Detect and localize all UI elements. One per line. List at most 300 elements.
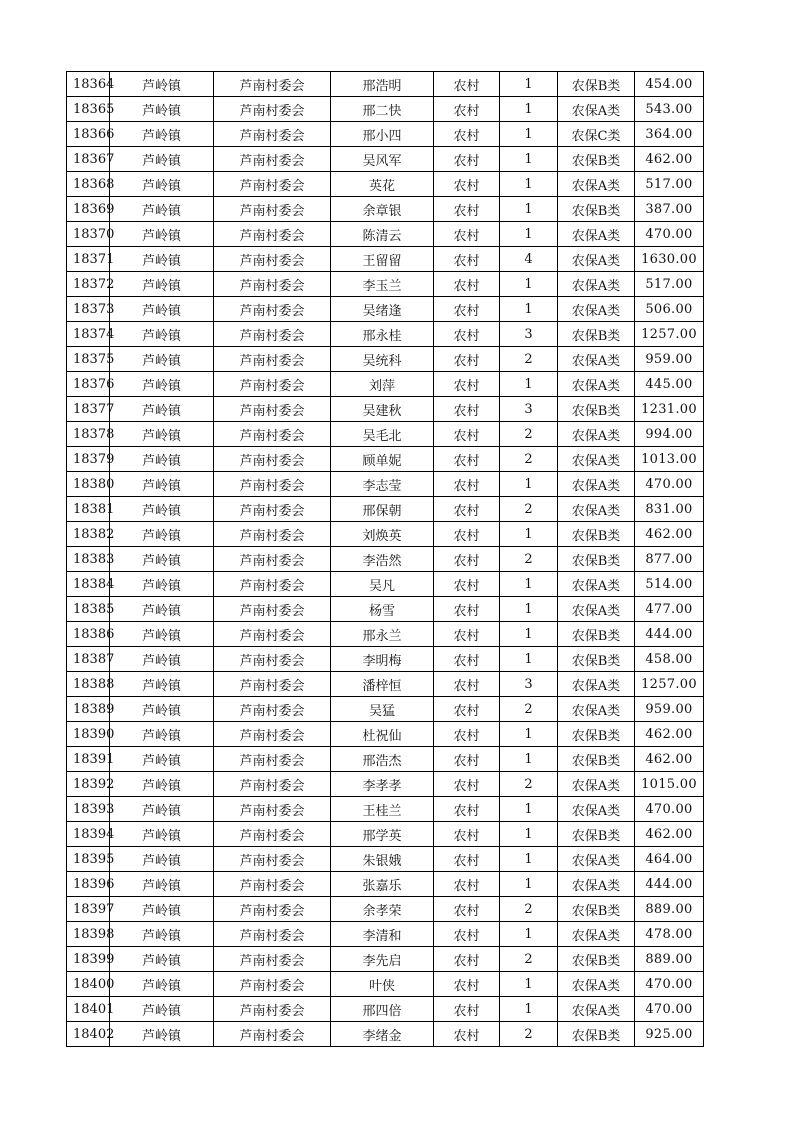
amount-cell: 470.00 xyxy=(635,997,704,1022)
record-id-cell: 18375 xyxy=(67,347,110,372)
amount-cell: 462.00 xyxy=(635,822,704,847)
table-row xyxy=(67,847,704,872)
table-row xyxy=(67,297,704,322)
village-committee-cell: 芦南村委会 xyxy=(214,122,331,147)
insurance-category-cell: 农保A类 xyxy=(558,222,635,247)
name-cell: 吴毛北 xyxy=(331,422,434,447)
record-id-cell: 18366 xyxy=(67,122,110,147)
amount-cell: 831.00 xyxy=(635,497,704,522)
name-cell: 张嘉乐 xyxy=(331,872,434,897)
household-type-cell: 农村 xyxy=(434,622,500,647)
insurance-category-cell: 农保A类 xyxy=(558,372,635,397)
name-cell: 潘梓恒 xyxy=(331,672,434,697)
name-cell: 余孝荣 xyxy=(331,897,434,922)
amount-cell: 470.00 xyxy=(635,472,704,497)
town-cell: 芦岭镇 xyxy=(110,822,214,847)
town-cell: 芦岭镇 xyxy=(110,297,214,322)
insurance-category-cell: 农保A类 xyxy=(558,247,635,272)
amount-cell: 470.00 xyxy=(635,972,704,997)
member-count-cell: 1 xyxy=(500,822,558,847)
member-count-cell: 2 xyxy=(500,422,558,447)
household-type-cell: 农村 xyxy=(434,847,500,872)
town-cell: 芦岭镇 xyxy=(110,847,214,872)
insurance-category-cell: 农保B类 xyxy=(558,522,635,547)
village-committee-cell: 芦南村委会 xyxy=(214,97,331,122)
table-row xyxy=(67,72,704,97)
household-type-cell: 农村 xyxy=(434,497,500,522)
record-id-cell: 18385 xyxy=(67,597,110,622)
village-committee-cell: 芦南村委会 xyxy=(214,897,331,922)
member-count-cell: 1 xyxy=(500,222,558,247)
member-count-cell: 1 xyxy=(500,622,558,647)
village-committee-cell: 芦南村委会 xyxy=(214,272,331,297)
amount-cell: 470.00 xyxy=(635,797,704,822)
town-cell: 芦岭镇 xyxy=(110,797,214,822)
name-cell: 李明梅 xyxy=(331,647,434,672)
member-count-cell: 1 xyxy=(500,97,558,122)
insurance-category-cell: 农保B类 xyxy=(558,547,635,572)
roster-body xyxy=(67,72,704,1047)
record-id-cell: 18397 xyxy=(67,897,110,922)
town-cell: 芦岭镇 xyxy=(110,722,214,747)
amount-cell: 462.00 xyxy=(635,147,704,172)
town-cell: 芦岭镇 xyxy=(110,997,214,1022)
table-row xyxy=(67,197,704,222)
household-type-cell: 农村 xyxy=(434,922,500,947)
town-cell: 芦岭镇 xyxy=(110,972,214,997)
name-cell: 吴凡 xyxy=(331,572,434,597)
table-row xyxy=(67,1022,704,1047)
household-type-cell: 农村 xyxy=(434,97,500,122)
amount-cell: 1257.00 xyxy=(635,672,704,697)
record-id-cell: 18364 xyxy=(67,72,110,97)
amount-cell: 514.00 xyxy=(635,572,704,597)
member-count-cell: 2 xyxy=(500,547,558,572)
insurance-category-cell: 农保A类 xyxy=(558,597,635,622)
household-type-cell: 农村 xyxy=(434,297,500,322)
household-type-cell: 农村 xyxy=(434,647,500,672)
town-cell: 芦岭镇 xyxy=(110,522,214,547)
amount-cell: 470.00 xyxy=(635,222,704,247)
name-cell: 陈清云 xyxy=(331,222,434,247)
member-count-cell: 1 xyxy=(500,297,558,322)
household-type-cell: 农村 xyxy=(434,1022,500,1047)
town-cell: 芦岭镇 xyxy=(110,672,214,697)
name-cell: 邢小四 xyxy=(331,122,434,147)
record-id-cell: 18387 xyxy=(67,647,110,672)
amount-cell: 387.00 xyxy=(635,197,704,222)
member-count-cell: 1 xyxy=(500,997,558,1022)
town-cell: 芦岭镇 xyxy=(110,697,214,722)
table-row xyxy=(67,147,704,172)
insurance-category-cell: 农保A类 xyxy=(558,847,635,872)
member-count-cell: 1 xyxy=(500,172,558,197)
amount-cell: 477.00 xyxy=(635,597,704,622)
member-count-cell: 2 xyxy=(500,947,558,972)
record-id-cell: 18400 xyxy=(67,972,110,997)
village-committee-cell: 芦南村委会 xyxy=(214,772,331,797)
member-count-cell: 2 xyxy=(500,497,558,522)
table-row xyxy=(67,797,704,822)
table-row xyxy=(67,572,704,597)
amount-cell: 959.00 xyxy=(635,347,704,372)
household-type-cell: 农村 xyxy=(434,172,500,197)
name-cell: 吴风军 xyxy=(331,147,434,172)
table-row xyxy=(67,872,704,897)
village-committee-cell: 芦南村委会 xyxy=(214,1022,331,1047)
name-cell: 吴建秋 xyxy=(331,397,434,422)
insurance-category-cell: 农保A类 xyxy=(558,672,635,697)
record-id-cell: 18396 xyxy=(67,872,110,897)
amount-cell: 889.00 xyxy=(635,947,704,972)
table-row xyxy=(67,972,704,997)
name-cell: 李清和 xyxy=(331,922,434,947)
table-row xyxy=(67,597,704,622)
table-row xyxy=(67,772,704,797)
record-id-cell: 18383 xyxy=(67,547,110,572)
household-type-cell: 农村 xyxy=(434,672,500,697)
village-committee-cell: 芦南村委会 xyxy=(214,647,331,672)
insurance-category-cell: 农保B类 xyxy=(558,947,635,972)
record-id-cell: 18378 xyxy=(67,422,110,447)
town-cell: 芦岭镇 xyxy=(110,647,214,672)
town-cell: 芦岭镇 xyxy=(110,1022,214,1047)
record-id-cell: 18393 xyxy=(67,797,110,822)
village-committee-cell: 芦南村委会 xyxy=(214,497,331,522)
record-id-cell: 18399 xyxy=(67,947,110,972)
insurance-category-cell: 农保A类 xyxy=(558,347,635,372)
record-id-cell: 18389 xyxy=(67,697,110,722)
member-count-cell: 1 xyxy=(500,797,558,822)
village-committee-cell: 芦南村委会 xyxy=(214,347,331,372)
name-cell: 杜祝仙 xyxy=(331,722,434,747)
village-committee-cell: 芦南村委会 xyxy=(214,922,331,947)
table-row xyxy=(67,397,704,422)
amount-cell: 462.00 xyxy=(635,522,704,547)
town-cell: 芦岭镇 xyxy=(110,922,214,947)
amount-cell: 444.00 xyxy=(635,622,704,647)
name-cell: 刘萍 xyxy=(331,372,434,397)
table-row xyxy=(67,697,704,722)
insurance-category-cell: 农保B类 xyxy=(558,647,635,672)
village-committee-cell: 芦南村委会 xyxy=(214,847,331,872)
household-type-cell: 农村 xyxy=(434,697,500,722)
table-row xyxy=(67,222,704,247)
name-cell: 杨雪 xyxy=(331,597,434,622)
table-row xyxy=(67,997,704,1022)
household-type-cell: 农村 xyxy=(434,472,500,497)
insurance-category-cell: 农保A类 xyxy=(558,697,635,722)
table-row xyxy=(67,422,704,447)
amount-cell: 462.00 xyxy=(635,747,704,772)
household-type-cell: 农村 xyxy=(434,347,500,372)
town-cell: 芦岭镇 xyxy=(110,122,214,147)
table-row xyxy=(67,322,704,347)
amount-cell: 543.00 xyxy=(635,97,704,122)
village-committee-cell: 芦南村委会 xyxy=(214,797,331,822)
household-type-cell: 农村 xyxy=(434,397,500,422)
record-id-cell: 18401 xyxy=(67,997,110,1022)
member-count-cell: 2 xyxy=(500,447,558,472)
insurance-category-cell: 农保A类 xyxy=(558,97,635,122)
household-type-cell: 农村 xyxy=(434,522,500,547)
household-type-cell: 农村 xyxy=(434,547,500,572)
amount-cell: 462.00 xyxy=(635,722,704,747)
town-cell: 芦岭镇 xyxy=(110,622,214,647)
insurance-category-cell: 农保B类 xyxy=(558,397,635,422)
amount-cell: 506.00 xyxy=(635,297,704,322)
member-count-cell: 2 xyxy=(500,347,558,372)
table-row xyxy=(67,447,704,472)
record-id-cell: 18379 xyxy=(67,447,110,472)
record-id-cell: 18395 xyxy=(67,847,110,872)
member-count-cell: 1 xyxy=(500,647,558,672)
table-row xyxy=(67,247,704,272)
household-type-cell: 农村 xyxy=(434,322,500,347)
household-type-cell: 农村 xyxy=(434,72,500,97)
name-cell: 李先启 xyxy=(331,947,434,972)
village-committee-cell: 芦南村委会 xyxy=(214,747,331,772)
name-cell: 吴猛 xyxy=(331,697,434,722)
table-row xyxy=(67,922,704,947)
table-row xyxy=(67,122,704,147)
household-type-cell: 农村 xyxy=(434,797,500,822)
amount-cell: 889.00 xyxy=(635,897,704,922)
insurance-category-cell: 农保A类 xyxy=(558,447,635,472)
amount-cell: 364.00 xyxy=(635,122,704,147)
town-cell: 芦岭镇 xyxy=(110,372,214,397)
insurance-category-cell: 农保A类 xyxy=(558,422,635,447)
amount-cell: 478.00 xyxy=(635,922,704,947)
table-row xyxy=(67,272,704,297)
insurance-category-cell: 农保A类 xyxy=(558,297,635,322)
insurance-category-cell: 农保A类 xyxy=(558,872,635,897)
amount-cell: 454.00 xyxy=(635,72,704,97)
member-count-cell: 1 xyxy=(500,572,558,597)
household-type-cell: 农村 xyxy=(434,572,500,597)
table-row xyxy=(67,947,704,972)
village-committee-cell: 芦南村委会 xyxy=(214,172,331,197)
insurance-category-cell: 农保B类 xyxy=(558,897,635,922)
village-committee-cell: 芦南村委会 xyxy=(214,422,331,447)
record-id-cell: 18372 xyxy=(67,272,110,297)
name-cell: 英花 xyxy=(331,172,434,197)
name-cell: 王留留 xyxy=(331,247,434,272)
table-row xyxy=(67,622,704,647)
village-committee-cell: 芦南村委会 xyxy=(214,997,331,1022)
town-cell: 芦岭镇 xyxy=(110,272,214,297)
household-type-cell: 农村 xyxy=(434,372,500,397)
insurance-category-cell: 农保A类 xyxy=(558,922,635,947)
village-committee-cell: 芦南村委会 xyxy=(214,622,331,647)
insurance-category-cell: 农保A类 xyxy=(558,797,635,822)
member-count-cell: 1 xyxy=(500,747,558,772)
insurance-category-cell: 农保B类 xyxy=(558,622,635,647)
insurance-category-cell: 农保C类 xyxy=(558,122,635,147)
insurance-category-cell: 农保B类 xyxy=(558,822,635,847)
village-committee-cell: 芦南村委会 xyxy=(214,872,331,897)
amount-cell: 517.00 xyxy=(635,272,704,297)
table-row xyxy=(67,822,704,847)
village-committee-cell: 芦南村委会 xyxy=(214,197,331,222)
household-type-cell: 农村 xyxy=(434,972,500,997)
village-committee-cell: 芦南村委会 xyxy=(214,722,331,747)
record-id-cell: 18382 xyxy=(67,522,110,547)
record-id-cell: 18391 xyxy=(67,747,110,772)
household-type-cell: 农村 xyxy=(434,222,500,247)
table-row xyxy=(67,547,704,572)
name-cell: 邢永兰 xyxy=(331,622,434,647)
household-type-cell: 农村 xyxy=(434,997,500,1022)
name-cell: 邢浩明 xyxy=(331,72,434,97)
village-committee-cell: 芦南村委会 xyxy=(214,247,331,272)
table-row xyxy=(67,497,704,522)
village-committee-cell: 芦南村委会 xyxy=(214,522,331,547)
record-id-cell: 18376 xyxy=(67,372,110,397)
name-cell: 余章银 xyxy=(331,197,434,222)
name-cell: 朱银娥 xyxy=(331,847,434,872)
village-committee-cell: 芦南村委会 xyxy=(214,547,331,572)
town-cell: 芦岭镇 xyxy=(110,897,214,922)
household-type-cell: 农村 xyxy=(434,447,500,472)
member-count-cell: 2 xyxy=(500,772,558,797)
table-row xyxy=(67,172,704,197)
member-count-cell: 1 xyxy=(500,147,558,172)
household-type-cell: 农村 xyxy=(434,272,500,297)
record-id-cell: 18402 xyxy=(67,1022,110,1047)
record-id-cell: 18374 xyxy=(67,322,110,347)
village-committee-cell: 芦南村委会 xyxy=(214,322,331,347)
record-id-cell: 18380 xyxy=(67,472,110,497)
insurance-category-cell: 农保A类 xyxy=(558,272,635,297)
record-id-cell: 18394 xyxy=(67,822,110,847)
insurance-category-cell: 农保A类 xyxy=(558,772,635,797)
amount-cell: 994.00 xyxy=(635,422,704,447)
member-count-cell: 1 xyxy=(500,197,558,222)
name-cell: 李玉兰 xyxy=(331,272,434,297)
record-id-cell: 18365 xyxy=(67,97,110,122)
amount-cell: 1013.00 xyxy=(635,447,704,472)
record-id-cell: 18368 xyxy=(67,172,110,197)
village-committee-cell: 芦南村委会 xyxy=(214,972,331,997)
table-row xyxy=(67,722,704,747)
member-count-cell: 4 xyxy=(500,247,558,272)
name-cell: 邢学英 xyxy=(331,822,434,847)
household-type-cell: 农村 xyxy=(434,422,500,447)
town-cell: 芦岭镇 xyxy=(110,597,214,622)
village-committee-cell: 芦南村委会 xyxy=(214,822,331,847)
name-cell: 邢浩杰 xyxy=(331,747,434,772)
name-cell: 叶侠 xyxy=(331,972,434,997)
town-cell: 芦岭镇 xyxy=(110,447,214,472)
village-committee-cell: 芦南村委会 xyxy=(214,447,331,472)
town-cell: 芦岭镇 xyxy=(110,947,214,972)
amount-cell: 445.00 xyxy=(635,372,704,397)
member-count-cell: 1 xyxy=(500,72,558,97)
amount-cell: 1257.00 xyxy=(635,322,704,347)
household-type-cell: 农村 xyxy=(434,947,500,972)
table-row xyxy=(67,97,704,122)
table-row xyxy=(67,747,704,772)
household-type-cell: 农村 xyxy=(434,147,500,172)
town-cell: 芦岭镇 xyxy=(110,172,214,197)
amount-cell: 444.00 xyxy=(635,872,704,897)
town-cell: 芦岭镇 xyxy=(110,397,214,422)
household-type-cell: 农村 xyxy=(434,822,500,847)
member-count-cell: 1 xyxy=(500,122,558,147)
amount-cell: 1015.00 xyxy=(635,772,704,797)
village-committee-cell: 芦南村委会 xyxy=(214,472,331,497)
town-cell: 芦岭镇 xyxy=(110,747,214,772)
village-committee-cell: 芦南村委会 xyxy=(214,947,331,972)
amount-cell: 925.00 xyxy=(635,1022,704,1047)
member-count-cell: 1 xyxy=(500,272,558,297)
town-cell: 芦岭镇 xyxy=(110,222,214,247)
town-cell: 芦岭镇 xyxy=(110,547,214,572)
name-cell: 顾单妮 xyxy=(331,447,434,472)
town-cell: 芦岭镇 xyxy=(110,572,214,597)
insurance-category-cell: 农保B类 xyxy=(558,147,635,172)
name-cell: 吴绪逢 xyxy=(331,297,434,322)
insurance-category-cell: 农保A类 xyxy=(558,472,635,497)
record-id-cell: 18377 xyxy=(67,397,110,422)
member-count-cell: 1 xyxy=(500,722,558,747)
insurance-category-cell: 农保A类 xyxy=(558,172,635,197)
record-id-cell: 18398 xyxy=(67,922,110,947)
name-cell: 邢四倍 xyxy=(331,997,434,1022)
household-type-cell: 农村 xyxy=(434,122,500,147)
insurance-category-cell: 农保B类 xyxy=(558,1022,635,1047)
table-row xyxy=(67,522,704,547)
table-row xyxy=(67,347,704,372)
town-cell: 芦岭镇 xyxy=(110,422,214,447)
household-type-cell: 农村 xyxy=(434,747,500,772)
name-cell: 邢二快 xyxy=(331,97,434,122)
insurance-category-cell: 农保B类 xyxy=(558,72,635,97)
village-committee-cell: 芦南村委会 xyxy=(214,72,331,97)
member-count-cell: 1 xyxy=(500,372,558,397)
town-cell: 芦岭镇 xyxy=(110,772,214,797)
record-id-cell: 18381 xyxy=(67,497,110,522)
name-cell: 吴统科 xyxy=(331,347,434,372)
village-committee-cell: 芦南村委会 xyxy=(214,597,331,622)
insurance-category-cell: 农保A类 xyxy=(558,997,635,1022)
member-count-cell: 1 xyxy=(500,922,558,947)
village-committee-cell: 芦南村委会 xyxy=(214,297,331,322)
household-type-cell: 农村 xyxy=(434,772,500,797)
insurance-category-cell: 农保A类 xyxy=(558,497,635,522)
insurance-category-cell: 农保A类 xyxy=(558,572,635,597)
name-cell: 邢永桂 xyxy=(331,322,434,347)
record-id-cell: 18390 xyxy=(67,722,110,747)
insurance-category-cell: 农保B类 xyxy=(558,747,635,772)
name-cell: 王桂兰 xyxy=(331,797,434,822)
member-count-cell: 2 xyxy=(500,697,558,722)
village-committee-cell: 芦南村委会 xyxy=(214,572,331,597)
village-committee-cell: 芦南村委会 xyxy=(214,697,331,722)
member-count-cell: 2 xyxy=(500,897,558,922)
record-id-cell: 18384 xyxy=(67,572,110,597)
name-cell: 李浩然 xyxy=(331,547,434,572)
member-count-cell: 1 xyxy=(500,522,558,547)
town-cell: 芦岭镇 xyxy=(110,497,214,522)
village-committee-cell: 芦南村委会 xyxy=(214,222,331,247)
amount-cell: 517.00 xyxy=(635,172,704,197)
household-type-cell: 农村 xyxy=(434,597,500,622)
table-row xyxy=(67,647,704,672)
town-cell: 芦岭镇 xyxy=(110,97,214,122)
amount-cell: 1630.00 xyxy=(635,247,704,272)
